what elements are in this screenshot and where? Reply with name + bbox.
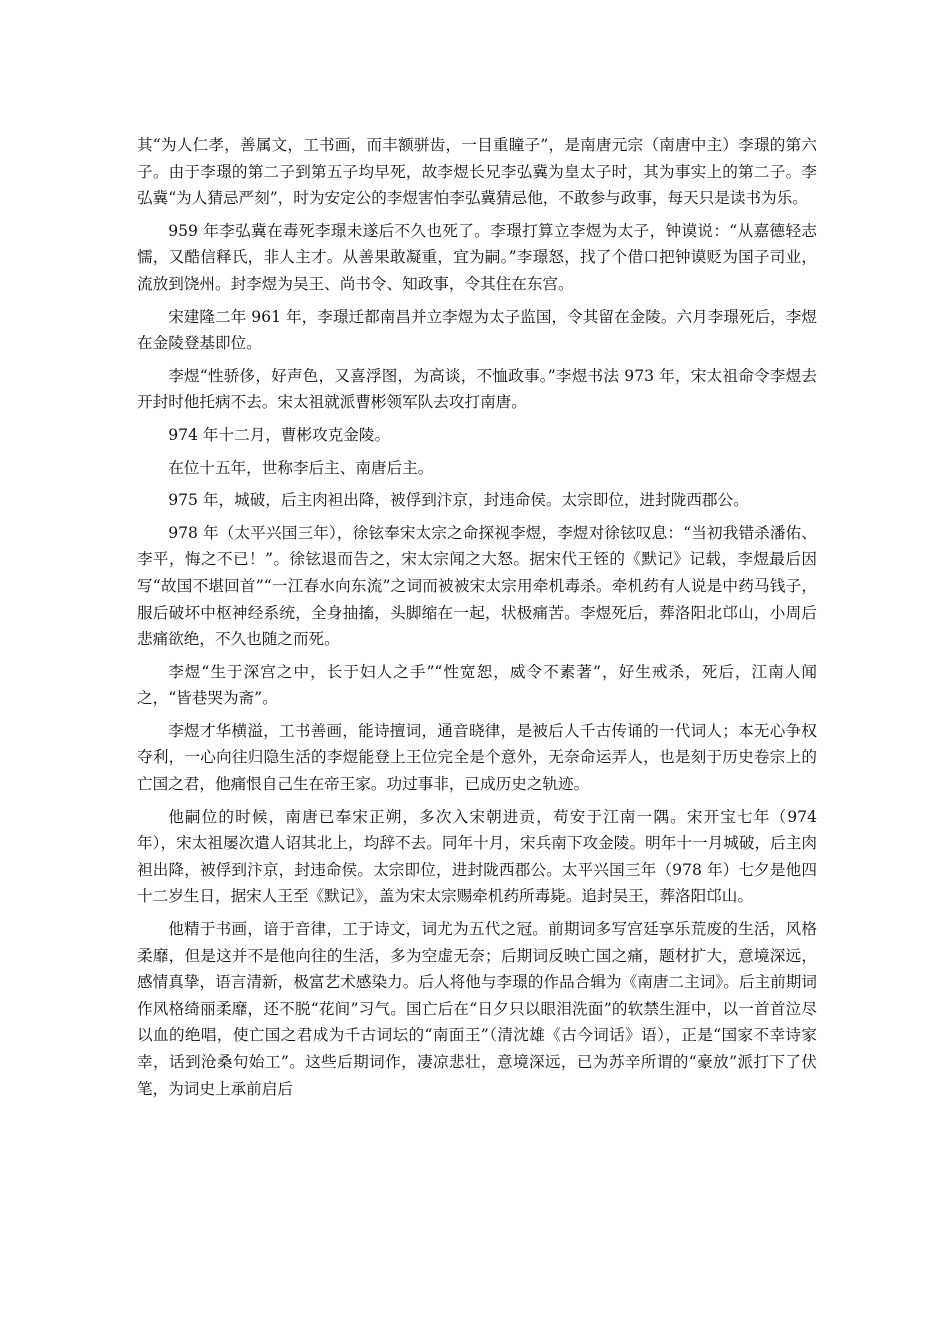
paragraph-8: 978 年（太平兴国三年），徐铉奉宋太宗之命探视李煜，李煜对徐铉叹息：“当初我错杀潘佑、李平，悔之不已！”。徐铉退而告之，宋太宗闻之大怒。据宋代王铚的《默记》记载，李煜最后因写“故国不堪回首”“一江春水向东流”之词而被被宋太宗用牵机毒杀。牵机药有人说是中药马钱子，服后破坏中枢神经系统，全身抽搐，头脚缩在一起，状极痛苦。李煜死后，葬洛阳北邙山，小周后悲痛欲绝，不久也随之而死。: [137, 523, 817, 649]
paragraph-12: 他精于书画，谙于音律，工于诗文，词尤为五代之冠。前期词多写宫廷享乐荒废的生活，风格柔靡，但是这并不是他向往的生活，多为空虚无奈；后期词反映亡国之痛，题材扩大，意境深远，感情真挚，语言清新，极富艺术感染力。后人将他与李璟的作品合辑为《南唐二主词》。后主前期词作风格绮丽柔靡，还不脱“花间”习气。国亡后在“日夕只以眼泪洗面”的软禁生涯中，以一首首泣尽以血的绝唱，使亡国之君成为千古词坛的“南面王”（清沈雄《古今词话》语），正是“国家不幸诗家幸，话到沧桑句始工”。这些后期词作，凄凉悲壮，意境深远，已为苏辛所谓的“豪放”派打下了伏笔，为词史上承前启后: [137, 920, 817, 1098]
paragraph-9: 李煜“生于深宫之中，长于妇人之手”“性宽恕，威令不素著”，好生戒杀，死后，江南人闻之，“皆巷哭为斋”。: [137, 662, 817, 708]
paragraph-10: 李煜才华横溢，工书善画，能诗擅词，通音晓律，是被后人千古传诵的一代词人；本无心争权夺利，一心向往归隐生活的李煜能登上王位完全是个意外，无奈命运弄人，也是刻于历史卷宗上的亡国之君，他痛恨自己生在帝王家。功过事非，已成历史之轨迹。: [137, 721, 817, 794]
paragraph-5: 974 年十二月，曹彬攻克金陵。: [168, 425, 391, 444]
paragraph-6: 在位十五年，世称李后主、南唐后主。: [168, 458, 434, 477]
paragraph-1: 其“为人仁孝，善属文，工书画，而丰额骈齿，一目重瞳子”，是南唐元宗（南唐中主）李璟的第六子。由于李璟的第二子到第五子均早死，故李煜长兄李弘冀为皇太子时，其为事实上的第二子。李弘冀“为人猜忌严刻”，时为安定公的李煜害怕李弘冀猜忌他，不敢参与政事，每天只是读书为乐。: [137, 136, 817, 208]
document-page: [137, 132, 817, 1108]
paragraph-7: 975 年，城破，后主肉袒出降，被俘到汴京，封违命侯。太宗即位，进封陇西郡公。: [168, 491, 749, 510]
paragraph-11: 他嗣位的时候，南唐已奉宋正朔，多次入宋朝进贡，苟安于江南一隅。宋开宝七年（974 年），宋太祖屡次遣人诏其北上，均辞不去。同年十月，宋兵南下攻金陵。明年十一月城破，后主肉袒出降，被俘到汴京，封违命侯。太宗即位，进封陇西郡公。太平兴国三年（978 年）七夕是他四十二岁生日，据宋人王至《默记》，盖为宋太宗赐牵机药所毒毙。追封吴王，葬洛阳邙山。: [137, 807, 817, 906]
paragraph-2: 959 年李弘冀在毒死李璟未遂后不久也死了。李璟打算立李煜为太子，钟谟说：“从嘉德轻志懦，又酷信释氏，非人主才。从善果敢凝重，宜为嗣。”李璟怒，找了个借口把钟谟贬为国子司业，流放到饶州。封李煜为吴王、尚书令、知政事，令其住在东宫。: [137, 221, 817, 293]
paragraph-3: 宋建隆二年 961 年，李璟迁都南昌并立李煜为太子监国，令其留在金陵。六月李璟死后，李煜在金陵登基即位。: [137, 307, 817, 353]
paragraph-4: 李煜“性骄侈，好声色，又喜浮图，为高谈，不恤政事。”李煜书法 973 年，宋太祖命令李煜去开封时他托病不去。宋太祖就派曹彬领军队去攻打南唐。: [137, 366, 817, 412]
